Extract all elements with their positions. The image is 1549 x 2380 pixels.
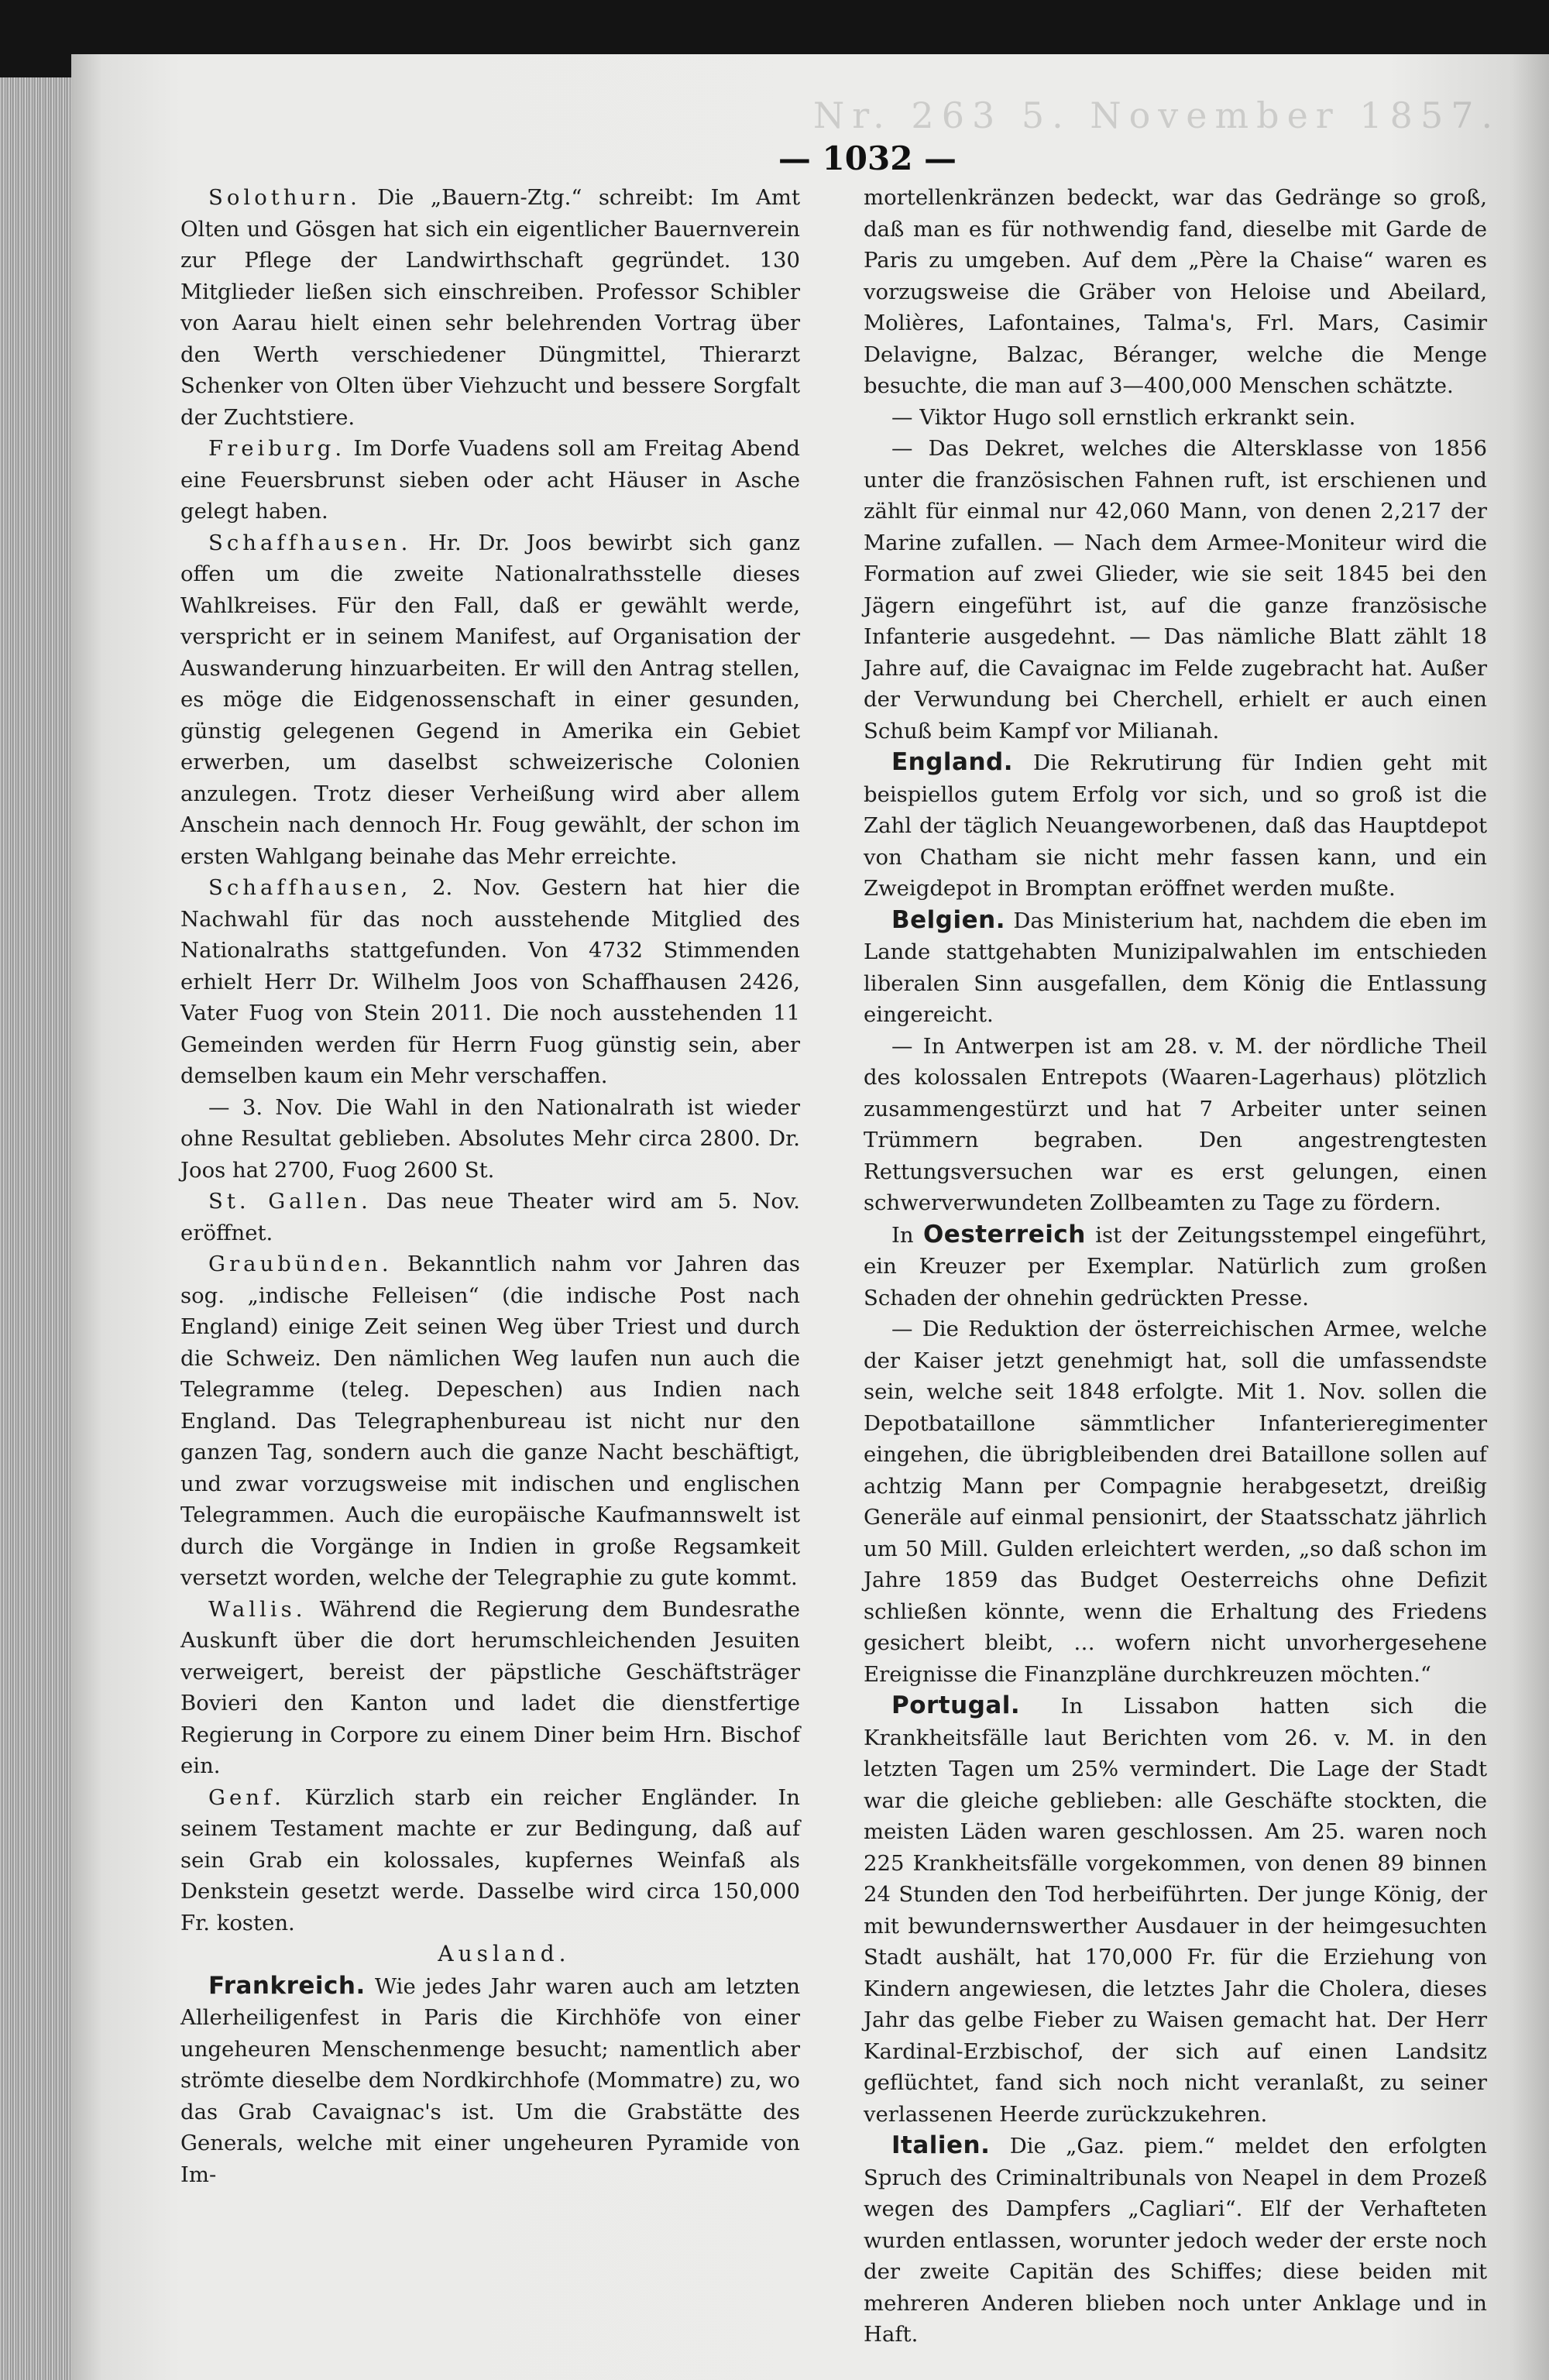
article-nov-3 [180,1092,800,1187]
article-england [864,747,1487,905]
text-solothurn: Die „Bauern-Ztg.“ schreibt: Im Amt Olten und Gösgen hat sich ein eigentlicher Bauernverein zur Pflege der Landwirthschaft gegründet. 130 Mitglieder ließen sich einschreiben. Professor Schibler von Aarau hielt einen sehr belehrenden Vortrag über den Werth verschiedener Düngmittel, Thierarzt Schenker von Olten über Viehzucht und bessere Sorgfalt der Zuchtstiere. [180,185,801,430]
text-nov-3: — 3. Nov. Die Wahl in den Nationalrath ist wieder ohne Resultat geblieben. Absolutes Mehr circa 2800. Dr. Joos hat 2700, Fuog 2600 St. [180,1094,800,1183]
text-wallis: Während die Regierung dem Bundesrathe Auskunft über die dort herumschleichenden Jesuiten verweigert, bereist der päpstliche Geschäftsträger Bovieri den Kanton und ladet die dienstfertige Regierung in Corpore zu einem Diner beim Hrn. Bischof ein. [180,1596,800,1778]
text-schaffhausen-1: Hr. Dr. Joos bewirbt sich ganz offen um die zweite Nationalrathsstelle dieses Wahlkreises. Für den Fall, daß er gewählt werde, verspricht er in seinem Manifest, auf Organisation der Auswanderung hinzuarbeiten. Er will den Antrag stellen, es möge die Eidgenossenschaft in einer gesunden, günstig gelegenen Gegend in Amerika ein Gebiet erwerben, um daselbst schweizerische Colonien anzulegen. Trotz dieser Verheißung wird aber allem Anschein nach dennoch Hr. Foug gewählt, der schon im ersten Wahlgang beinahe das Mehr erreichte. [180,530,800,869]
article-freiburg [180,433,800,527]
place-schaffhausen-1: Schaffhausen. [208,530,412,555]
country-belgien: Belgien. [891,905,1005,934]
text-frankreich: Wie jedes Jahr waren auch am letzten Allerheiligenfest in Paris die Kirchhöfe von einer ungeheuren Menschenmenge besucht; namentlich aber strömte dieselbe dem Nordkirchhofe (Mommatre) zu, wo das Grab Cavaignac's ist. Um die Grabstätte des Generals, welche mit einer ungeheuren Pyramide von Im- [180,1973,800,2187]
article-schaffhausen-1 [180,527,800,873]
place-genf: Genf. [208,1784,285,1810]
article-dekret: — Das Dekret, welches die Altersklasse von 1856 unter die französischen Fahnen ruft, ist erschienen und zählt für einmal nur 42,060 Mann, von denen 2,217 der Marine zufallen. — Nach dem Armee-Moniteur wird die Formation auf zwei Glieder, wie sie seit 1845 bei den Jägern eingeführt ist, auf die ganze französische Infanterie ausgedehnt. — Das nämliche Blatt zählt 18 Jahre auf, die Cavaignac im Felde zugebracht hat. Außer der Verwundung bei Cherchell, erhielt er auch einen Schuß beim Kampf vor Milianah. [864,436,1487,744]
article-oesterreich [864,1219,1487,1314]
country-italien: Italien. [891,2131,991,2159]
text-oesterreich: ist der Zeitungsstempel eingeführt, ein Kreuzer per Exemplar. Natürlich zum großen Schaden der ohnehin gedrückten Presse. [864,1222,1488,1310]
left-column [180,182,800,2190]
text-italien: Die „Gaz. piem.“ meldet den erfolgten Spruch des Criminaltribunals von Neapel in dem Prozeß wegen des Dampfers „Cagliari“. Elf der Verhafteten wurden entlassen, worunter jedoch weder der erste noch der zweite Capitän des Schiffes; diese beiden mit mehreren Anderen blieben noch unter Anklage und in Haft. [864,2134,1487,2347]
text-genf: Kürzlich starb ein reicher Engländer. In seinem Testament machte er zur Bedingung, daß auf sein Grab ein kolossales, kupfernes Weinfaß als Denkstein gesetzt werde. Dasselbe wird circa 150,000 Fr. kosten. [180,1784,800,1935]
place-solothurn: Solothurn. [208,185,361,210]
text-belgien: Das Ministerium hat, nachdem die eben im Lande stattgehabten Munizipalwahlen im entschieden liberalen Sinn ausgefallen, dem König die Entlassung eingereicht. [864,908,1487,1027]
page-number: — 1032 — [778,139,957,177]
article-portugal [864,1690,1487,2130]
article-italien [864,2130,1487,2351]
article-frankreich [180,1970,800,2191]
bleed-through-header: Nr. 263 5. November 1857. [813,94,1501,136]
book-page-edges [0,77,71,2380]
article-genf [180,1782,800,1939]
article-schaffhausen-2 [180,872,800,1092]
article-st-gallen [180,1186,800,1248]
country-frankreich: Frankreich. [208,1971,366,2000]
article-frankreich-continued: mortellenkränzen bedeckt, war das Gedränge so groß, daß man es für nothwendig fand, dieselbe mit Garde de Paris zu umgeben. Auf dem „Père la Chaise“ waren es vorzugsweise die Gräber von Heloise und Abeilard, Molières, Lafontaines, Talma's, Frl. Mars, Casimir Delavigne, Balzac, Béranger, welche die Menge besuchte, die man auf 3—400,000 Menschen schätzte. [864,185,1487,398]
article-antwerpen: — In Antwerpen ist am 28. v. M. der nördliche Theil des kolossalen Entrepots (Waaren-Lagerhaus) plötzlich zusammengestürzt und hat 7 Arbeiter unter seinen Trümmern begraben. Den angestrengtesten Rettungsversuchen war es erst gelungen, einen schwerverwundeten Zollbeamten zu Tage zu fördern. [864,1033,1487,1215]
section-title-ausland: Ausland. [438,1941,571,1966]
text-st-gallen: Das neue Theater wird am 5. Nov. eröffnet. [180,1189,800,1245]
text-graubuenden: Bekanntlich nahm vor Jahren das sog. „indische Felleisen“ (die indische Post nach England) einige Zeit seinen Weg über Triest und durch die Schweiz. Den nämlichen Weg laufen nun auch die Telegramme (teleg. Depeschen) aus Indien nach England. Das Telegraphenbureau ist nicht nur den ganzen Tag, sondern auch die ganze Nacht beschäftigt, und zwar vorzugsweise mit indischen und englischen Telegrammen. Auch die europäische Kaufmannswelt ist durch die Vorgänge in Indien in große Regsamkeit versetzt worden, welche der Telegraphie zu gute kommt. [180,1252,800,1590]
article-reduktion: — Die Reduktion der österreichischen Armee, welche der Kaiser jetzt genehmigt hat, soll die umfassendste sein, welche seit 1848 erfolgte. Mit 1. Nov. sollen die Depotbataillone sämmtlicher Infanterieregimenter eingehen, die übrigbleibenden drei Bataillone sollen auf achtzig Mann per Compagnie herabgesetzt, dreißig Generäle auf einmal pensionirt, der Staatsschatz jährlich um 50 Mill. Gulden erleichtert werden, „so daß schon im Jahre 1859 das Budget Oesterreichs ohne Defizit schließen könnte, wenn die Erhaltung des Friedens gesichert bleibt, … wofern nicht unvorhergesehene Ereignisse die Finanzpläne durchkreuzen möchten.“ [864,1317,1487,1687]
place-wallis: Wallis. [208,1596,307,1622]
prefix-oesterreich: In [891,1222,914,1248]
article-hugo: — Viktor Hugo soll ernstlich erkrankt sein. [891,404,1356,430]
article-belgien [864,905,1487,1031]
place-schaffhausen-2: Schaffhausen, [208,875,412,900]
text-schaffhausen-2: 2. Nov. Gestern hat hier die Nachwahl für das noch ausstehende Mitglied des Nationalraths stattgefunden. Von 4732 Stimmenden erhielt Herr Dr. Wilhelm Joos von Schaffhausen 2426, Vater Fuog von Stein 2011. Die noch ausstehenden 11 Gemeinden werden für Herrn Fuog günstig sein, aber demselben kaum ein Mehr verschaffen. [180,875,800,1088]
place-freiburg: Freiburg. [208,436,346,461]
article-wallis [180,1594,800,1782]
place-st-gallen: St. Gallen. [208,1189,372,1214]
text-england: Die Rekrutirung für Indien geht mit beispiellos gutem Erfolg vor sich, und so groß ist die Zahl der täglich Neuangeworbenen, daß das Hauptdepot von Chatham sie nicht mehr fassen kann, und ein Zweigdepot in Bromptan eröffnet werden mußte. [864,750,1487,901]
country-oesterreich: Oesterreich [922,1220,1086,1248]
country-england: England. [891,748,1014,776]
right-column [864,182,1487,2351]
country-portugal: Portugal. [891,1691,1021,1719]
place-graubuenden: Graubünden. [208,1252,393,1276]
text-freiburg: Im Dorfe Vuadens soll am Freitag Abend eine Feuersbrunst sieben oder acht Häuser in Asche gelegt haben. [180,436,800,524]
text-portugal: In Lissabon hatten sich die Krankheitsfälle laut Berichten vom 26. v. M. in den letzten Tagen um 25% vermindert. Die Lage der Stadt war die gleiche geblieben: alle Geschäfte stockten, die meisten Läden waren geschlossen. Am 25. waren noch 225 Krankheitsfälle vorgekommen, von denen 89 binnen 24 Stunden den Tod herbeiführten. Der junge König, der mit bewundernswerther Ausdauer in der heimgesuchten Stadt aushält, hat 170,000 Fr. für die Erziehung von Kindern angewiesen, die letztes Jahr die Cholera, dieses Jahr das gelbe Fieber zu Waisen gemacht hat. Der Herr Kardinal-Erzbischof, der sich auf einen Landsitz geflüchtet, fand sich noch nicht veranlaßt, zu seiner verlassenen Heerde zurückzukehren. [864,1694,1487,2127]
article-solothurn [180,182,800,433]
article-graubuenden [180,1248,800,1594]
